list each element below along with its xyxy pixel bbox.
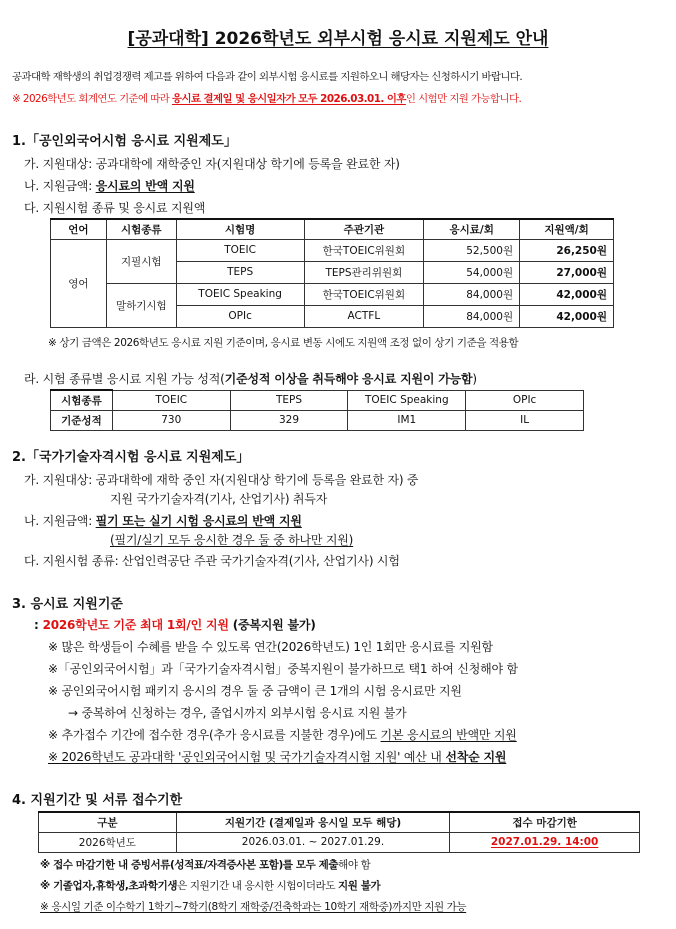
fee-org-cell: TEPS관리위원회	[304, 261, 424, 283]
fee-support-cell: 27,000원	[520, 261, 614, 283]
score-exam: OPIc	[466, 390, 584, 410]
s3-note-5: ※ 추가접수 기간에 접수한 경우(추가 응시료를 지불한 경우)에도 기본 응시료의 반액만 지원	[48, 728, 517, 742]
s1-exam-types: 다. 지원시험 종류 및 응시료 지원액	[24, 201, 206, 215]
table-row	[51, 390, 584, 410]
s1-amount: 나. 지원금액: 응시료의 반액 지원	[24, 179, 195, 193]
period-year: 2026학년도	[39, 832, 177, 852]
fee-support-cell: 26,250원	[520, 239, 614, 261]
fee-th-name: 시험명	[176, 219, 304, 239]
fee-type-speaking: 말하기시험	[106, 283, 176, 327]
period-th: 구분	[39, 812, 177, 832]
fee-th-fee: 응시료/회	[424, 219, 520, 239]
score-exam: TOEIC	[112, 390, 230, 410]
table-row	[51, 410, 584, 430]
s1-fee-note: ※ 상기 금액은 2026학년도 응시료 지원 기준이며, 응시료 변동 시에도 지원액 조정 없이 상기 기준을 적용함	[48, 337, 519, 349]
score-value: 329	[230, 410, 348, 430]
score-table	[50, 389, 584, 431]
table-row	[51, 283, 614, 305]
s3-note-1: ※ 많은 학생들이 수혜를 받을 수 있도록 연간(2026학년도) 1인 1회만 응시료를 지원함	[48, 640, 493, 654]
score-value: 730	[112, 410, 230, 430]
fee-org-cell: ACTFL	[304, 305, 424, 327]
section-3-heading: 3. 응시료 지원기준	[12, 597, 123, 612]
page-title: [공과대학] 2026학년도 외부시험 응시료 지원제도 안내	[127, 29, 549, 49]
s1-score-line: 라. 시험 종류별 응시료 지원 가능 성적(기준성적 이상을 취득해야 응시료 지원이 가능함)	[24, 372, 477, 386]
s2-target: 가. 지원대상: 공과대학에 재학 중인 자(지원대상 학기에 등록을 완료한 자) 중	[24, 473, 419, 487]
s2-exam-types: 다. 지원시험 종류: 산업인력공단 주관 국가기술자격(기사, 산업기사) 시험	[24, 554, 400, 568]
period-deadline: 2027.01.29. 14:00	[450, 832, 640, 852]
fee-fee-cell: 84,000원	[424, 305, 520, 327]
s2-target-2: 지원 국가기술자격(기사, 산업기사) 취득자	[110, 492, 328, 506]
fee-th-lang: 언어	[51, 219, 107, 239]
intro-line-2: ※ 2026학년도 회계연도 기준에 따라 응시료 결제일 및 응시일자가 모두 2026.03.01. 이후인 시험만 지원 가능합니다.	[12, 93, 522, 105]
table-row	[39, 812, 640, 832]
s2-amount: 나. 지원금액: 필기 또는 실기 시험 응시료의 반액 지원	[24, 514, 302, 528]
fee-fee-cell: 84,000원	[424, 283, 520, 305]
fee-support-cell: 42,000원	[520, 305, 614, 327]
score-th: 기준성적	[51, 410, 113, 430]
s3-note-3: ※ 공인외국어시험 패키지 응시의 경우 둘 중 금액이 큰 1개의 시험 응시료만 지원	[48, 684, 462, 698]
fee-org-cell: 한국TOEIC위원회	[304, 239, 424, 261]
fee-name-cell: TEPS	[176, 261, 304, 283]
section-2-heading: 2.「국가기술자격시험 응시료 지원제도」	[12, 450, 250, 465]
fee-fee-cell: 54,000원	[424, 261, 520, 283]
section-1-heading: 1.「공인외국어시험 응시료 지원제도」	[12, 134, 237, 149]
fee-org-cell: 한국TOEIC위원회	[304, 283, 424, 305]
fee-fee-cell: 52,500원	[424, 239, 520, 261]
score-th: 시험종류	[51, 390, 113, 410]
s4-note-3: ※ 응시일 기준 이수학기 1학기~7학기(8학기 재학중/건축학과는 10학기 재학중)까지만 지원 가능	[40, 901, 467, 913]
s4-note-1: ※ 접수 마감기한 내 증빙서류(성적표/자격증사본 포함)를 모두 제출해야 함	[40, 859, 371, 871]
s1-target: 가. 지원대상: 공과대학에 재학중인 자(지원대상 학기에 등록을 완료한 자)	[24, 157, 400, 171]
s3-note-6: ※ 2026학년도 공과대학 '공인외국어시험 및 국가기술자격시험 지원' 예산 내 선착순 지원	[48, 750, 507, 764]
s3-main-rule: : 2026학년도 기준 최대 1회/인 지원 (중복지원 불가)	[34, 618, 316, 632]
fee-th-org: 주관기관	[304, 219, 424, 239]
fee-th-support: 지원액/회	[520, 219, 614, 239]
s4-note-2: ※ 기졸업자,휴학생,초과학기생은 지원기간 내 응시한 시험이더라도 지원 불가	[40, 880, 381, 892]
fee-lang-cell: 영어	[51, 239, 107, 327]
score-exam: TEPS	[230, 390, 348, 410]
s2-amount-note: (필기/실기 모두 응시한 경우 둘 중 하나만 지원)	[110, 533, 354, 547]
score-value: IM1	[348, 410, 466, 430]
s3-note-4: → 중복하여 신청하는 경우, 졸업시까지 외부시험 응시료 지원 불가	[68, 706, 407, 720]
fee-name-cell: TOEIC Speaking	[176, 283, 304, 305]
intro-line-1: 공과대학 재학생의 취업경쟁력 제고를 위하여 다음과 같이 외부시험 응시료를 지원하오니 해당자는 신청하시기 바랍니다.	[12, 71, 523, 83]
fee-name-cell: OPIc	[176, 305, 304, 327]
score-value: IL	[466, 410, 584, 430]
section-4-heading: 4. 지원기간 및 서류 접수기한	[12, 793, 183, 808]
fee-support-cell: 42,000원	[520, 283, 614, 305]
s3-note-2: ※「공인외국어시험」과「국가기술자격시험」중복지원이 불가하므로 택1 하여 신청해야 함	[48, 662, 518, 676]
table-row	[39, 832, 640, 852]
period-table	[38, 811, 640, 853]
fee-name-cell: TOEIC	[176, 239, 304, 261]
fee-type-written: 지필시험	[106, 239, 176, 283]
score-exam: TOEIC Speaking	[348, 390, 466, 410]
fee-th-type: 시험종류	[106, 219, 176, 239]
period-range: 2026.03.01. ~ 2027.01.29.	[176, 832, 450, 852]
fee-table	[50, 218, 614, 328]
period-th: 지원기간 (결제일과 응시일 모두 해당)	[176, 812, 450, 832]
period-th: 접수 마감기한	[450, 812, 640, 832]
table-row	[51, 239, 614, 261]
